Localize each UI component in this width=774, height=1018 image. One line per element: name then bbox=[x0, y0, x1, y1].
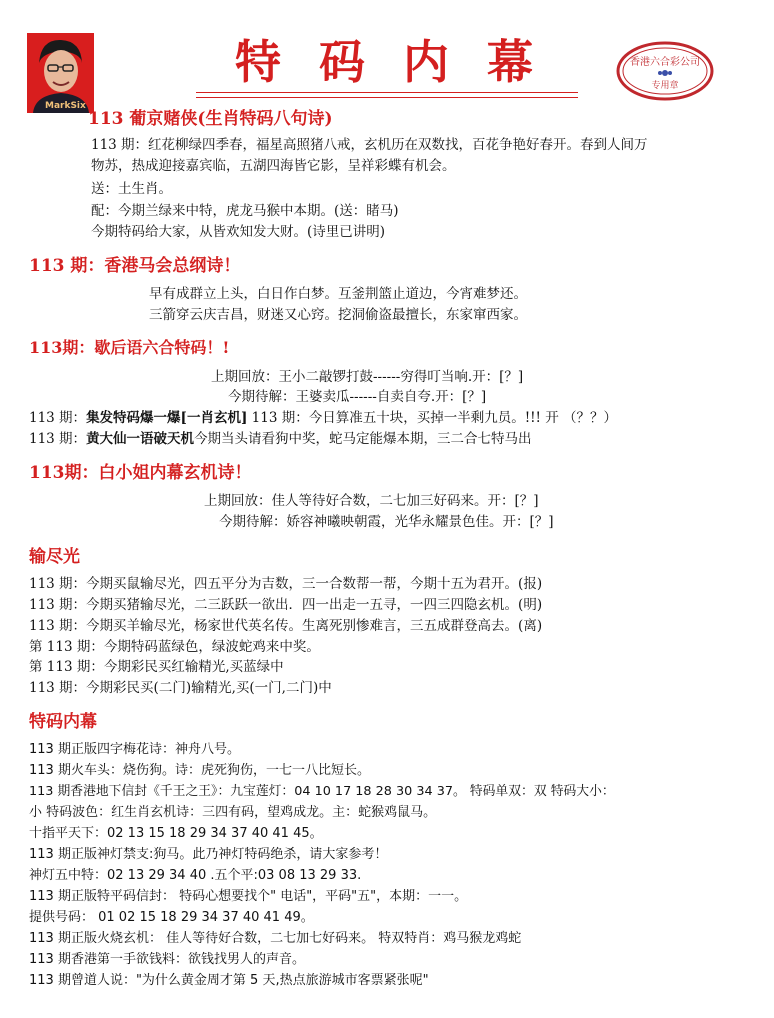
poem-line-2: 物苏，热成迎接嘉宾临，五湖四海皆它影，呈祥彩蝶有机会。 bbox=[91, 158, 456, 174]
info-line-1: 113 期正版四字梅花诗：神舟八号。 bbox=[29, 742, 240, 757]
lose-line-1: 113 期：今期买鼠输尽光，四五平分为吉数，三一合数帮一帮，今期十五为君开。(报) bbox=[29, 576, 543, 592]
info-line-10: 113 期正版火烧玄机： 佳人等待好合数，二七加七好码来。 特双特肖：鸡马猴龙鸡蛇 bbox=[29, 931, 522, 946]
wts-text: 今期当头请看狗中奖，蛇马定能爆本期，三二合七特马出 bbox=[194, 431, 532, 447]
info-line-4: 小 特码波色：红生肖玄机诗：三四有码，望鸡成龙。主：蛇猴鸡鼠马。 bbox=[29, 805, 437, 820]
section-heading-miss-white: 113期：白小姐内幕玄机诗！ bbox=[29, 463, 252, 483]
section-heading-riddle: 113期：歇后语六合特码！! bbox=[29, 338, 230, 357]
riddle-recap: 上期回放：王小二敲锣打鼓------穷得叮当响.开：[？] bbox=[211, 369, 524, 385]
general-poem-line-1: 早有成群立上头，白日作白梦。互釜荆篮止道边，今宵难梦还。 bbox=[149, 286, 527, 302]
svg-text:专用章: 专用章 bbox=[651, 81, 679, 91]
title-rule-top bbox=[196, 92, 578, 93]
section-heading-poem: 113 葡京赌侠(生肖特码八句诗) bbox=[88, 109, 333, 129]
poem-closing: 今期特码给大家，从皆欢知发大财。(诗里已讲明) bbox=[91, 224, 386, 240]
section-heading-inside-info: 特码内幕 bbox=[29, 712, 97, 732]
section-heading-general-poem: 113 期：香港马会总纲诗！ bbox=[29, 256, 241, 276]
lose-line-2: 113 期：今期买猪输尽光，二三跃跃一欲出．四一出走一五寻，一四三四隐玄机。(明) bbox=[29, 597, 543, 613]
lose-line-3: 113 期：今期买羊输尽光，杨家世代英名传。生离死别惨难言，三五成群登高去。(离) bbox=[29, 618, 543, 634]
avatar bbox=[27, 33, 94, 113]
jifa-prefix: 113 期： bbox=[29, 410, 87, 426]
poem-gift: 送：土生肖。 bbox=[91, 181, 172, 197]
info-line-2: 113 期火车头：烧伤狗。诗：虎死狗伤，一七一八比短长。 bbox=[29, 763, 370, 778]
info-line-8: 113 期正版特平码信封： 特码心想要找个" 电话"，平码"五"，本期：一一。 bbox=[29, 889, 468, 904]
info-line-12: 113 期曾道人说："为什么黄金周才第 5 天,热点旅游城市客票紧张呢" bbox=[29, 973, 429, 988]
avatar-caption: MarkSix bbox=[45, 101, 86, 111]
section-heading-lose-all: 输尽光 bbox=[29, 547, 80, 567]
info-line-11: 113 期香港第一手欲钱料：欲钱找男人的声音。 bbox=[29, 952, 305, 967]
miss-white-today: 今期待解：娇容神曦映朝霞，光华永耀景色佳。开：[？] bbox=[219, 514, 554, 530]
lose-line-6: 113 期：今期彩民买(二门)输精光,买(一门,二门)中 bbox=[29, 680, 332, 696]
info-line-7: 神灯五中特：02 13 29 34 40 .五个平:03 08 13 29 33. bbox=[29, 868, 362, 883]
jifa-text: 113 期：今日算准五十块，买掉一半剩九员。!!! 开 （？？） bbox=[247, 410, 618, 426]
wong-tai-sin-row bbox=[29, 430, 532, 449]
poem-line-1: 113 期：红花柳绿四季春，福星高照猪八戒，玄机历在双数找，百花争艳好春开。春到人间万 bbox=[91, 137, 648, 153]
wts-title: 黄大仙一语破天机 bbox=[86, 431, 195, 447]
lose-line-5: 第 113 期：今期彩民买红输精光,买蓝绿中 bbox=[29, 659, 284, 675]
title-rule-bottom bbox=[196, 97, 578, 98]
miss-white-recap: 上期回放：佳人等待好合数，二七加三好码来。开：[？] bbox=[204, 493, 539, 509]
info-line-6: 113 期正版神灯禁支:狗马。此乃神灯特码绝杀，请大家参考！ bbox=[29, 847, 388, 862]
info-line-9: 提供号码： 01 02 15 18 29 34 37 40 41 49。 bbox=[29, 910, 314, 925]
jifa-title: 集发特码爆一爆[一肖玄机] bbox=[86, 410, 248, 426]
svg-text:香港六合彩公司: 香港六合彩公司 bbox=[630, 57, 700, 68]
poem-match: 配：今期兰绿来中特，虎龙马猴中本期。(送：睹马) bbox=[91, 203, 399, 219]
page-title: 特码内幕 bbox=[235, 35, 571, 89]
general-poem-line-2: 三箭穿云庆吉昌，财迷又心窍。挖洞偷盗最擅长，东家窜西家。 bbox=[149, 307, 527, 323]
seal-stamp-icon bbox=[615, 40, 715, 102]
wts-prefix: 113 期： bbox=[29, 431, 87, 447]
info-line-3: 113 期香港地下信封《千王之王》：九宝莲灯：04 10 17 18 28 30 34 37。 特码单双：双 特码大小： bbox=[29, 784, 615, 799]
lose-line-4: 第 113 期：今期特码蓝绿色，绿波蛇鸡来中奖。 bbox=[29, 639, 320, 655]
jifa-row bbox=[29, 409, 617, 428]
company-seal bbox=[615, 40, 715, 102]
riddle-today: 今期待解：王婆卖瓜------自卖自夸.开：[？] bbox=[228, 389, 487, 405]
info-line-5: 十指平天下：02 13 15 18 29 34 37 40 41 45。 bbox=[29, 826, 323, 841]
